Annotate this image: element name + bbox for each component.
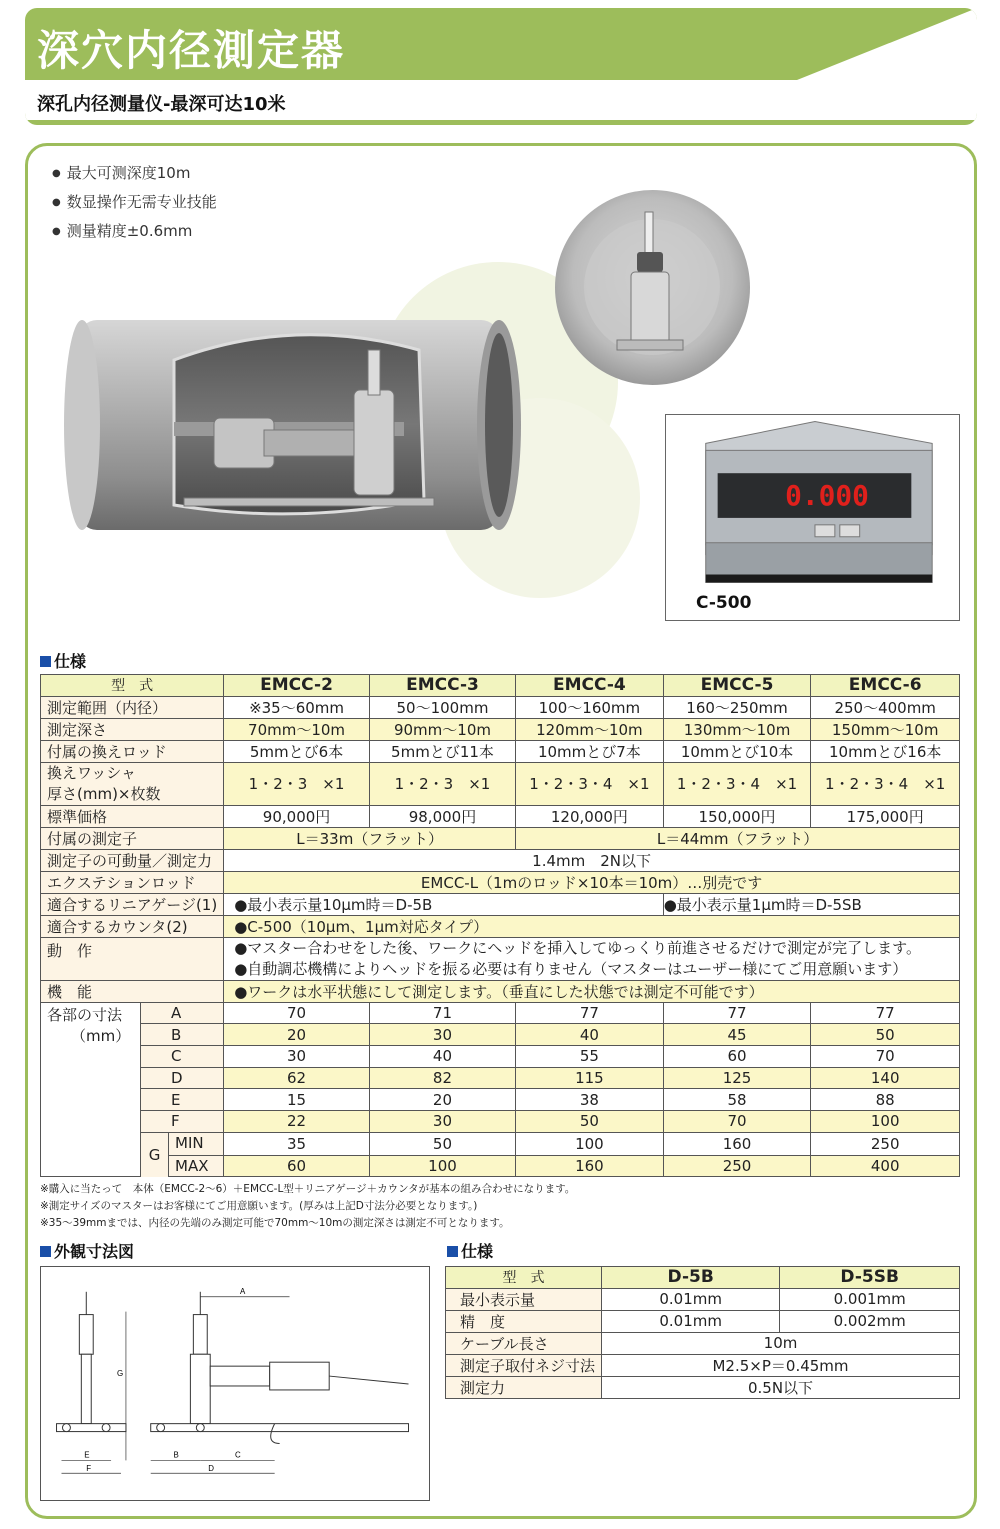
section-marker-icon bbox=[447, 1246, 458, 1257]
table-row: 最小表示量 0.01mm 0.001mm bbox=[446, 1288, 960, 1310]
table-row: 付属の測定子 L＝33m（フラット） L＝44mm（フラット） bbox=[41, 827, 960, 849]
header-banner bbox=[25, 8, 977, 125]
table-row: 換えワッシャ 厚さ(mm)×枚数 1・2・3 ×1 1・2・3 ×1 1・2・3・4 ×1 1・2・3・4 ×1 1・2・3・4 ×1 bbox=[41, 762, 960, 805]
table-row: 適合するリニアゲージ(1) ●最小表示量10μm時＝D-5B ●最小表示量1μm時＝D-5SB bbox=[41, 893, 960, 915]
banner-decoration bbox=[797, 8, 977, 80]
footnote: ※測定サイズのマスターはお客様にてご用意願います。(厚みは上記D寸法分必要となります。) bbox=[40, 1200, 478, 1212]
pipe-gauge-illustration bbox=[64, 320, 524, 530]
table-row: MAX 60 100 160 250 400 bbox=[41, 1155, 960, 1177]
table-row: 各部の寸法 （mm） A 70 71 77 77 77 bbox=[41, 1002, 960, 1024]
dim-label-g: G bbox=[117, 1369, 124, 1379]
table-row: B 20 30 40 45 50 bbox=[41, 1024, 960, 1046]
table-row: エクステションロッド EMCC-L（1mのロッド×10本＝10m）…別売です bbox=[41, 871, 960, 893]
counter-illustration bbox=[666, 415, 959, 590]
table-row: 付属の換えロッド 5mmとび6本 5mmとび11本 10mmとび7本 10mmとび10本 10mmとび16本 bbox=[41, 740, 960, 762]
spec-table bbox=[40, 674, 960, 1177]
table-header-row: 型 式 D-5B D-5SB bbox=[446, 1267, 960, 1289]
counter-readout: 0.000 bbox=[785, 478, 869, 512]
counter-product-box bbox=[665, 414, 960, 621]
section-marker-icon bbox=[40, 1246, 51, 1257]
table-row: 測定子取付ネジ寸法 M2.5×P＝0.45mm bbox=[446, 1354, 960, 1376]
dim-label-c: C bbox=[235, 1450, 241, 1460]
dimension-heading: 外観寸法図 bbox=[40, 1239, 134, 1262]
table-header-row: 型 式 EMCC-2 EMCC-3 EMCC-4 EMCC-5 EMCC-6 bbox=[41, 675, 960, 697]
table-row: D 62 82 115 125 140 bbox=[41, 1067, 960, 1089]
table-row: 測定深さ 70mm〜10m 90mm〜10m 120mm〜10m 130mm〜10m 150mm〜10m bbox=[41, 718, 960, 740]
dim-label-a: A bbox=[239, 1286, 246, 1296]
table-row: 動 作 ●マスター合わせをした後、ワークにヘッドを挿入してゆっくり前進させるだけで測定が完了します。 ●自動調芯機構によりヘッドを振る必要は有りません（マスターはユーザー様にてご用意願います） bbox=[41, 937, 960, 980]
table-row: 精 度 0.01mm 0.002mm bbox=[446, 1310, 960, 1332]
probe-head-photo bbox=[555, 190, 750, 385]
feature-item: ● 最大可测深度10m bbox=[52, 162, 217, 191]
table-row: 測定子の可動量／測定力 1.4mm 2N以下 bbox=[41, 849, 960, 871]
footnote: ※購入に当たって 本体（EMCC-2〜6）＋EMCC-L型＋リニアゲージ＋カウンタが基本の組み合わせになります。 bbox=[40, 1183, 576, 1195]
counter-label: C-500 bbox=[696, 593, 752, 613]
table-row: E 15 20 38 58 88 bbox=[41, 1089, 960, 1111]
dimension-drawing bbox=[40, 1266, 430, 1501]
dim-label-d: D bbox=[208, 1464, 214, 1474]
footnotes bbox=[40, 1181, 575, 1232]
spec2-heading: 仕様 bbox=[447, 1239, 493, 1262]
dim-label-e: E bbox=[84, 1450, 90, 1460]
section-marker-icon bbox=[40, 656, 51, 667]
table-row: 適合するカウンタ(2) ●C-500（10μm、1μm対応タイプ） bbox=[41, 915, 960, 937]
spec-heading: 仕様 bbox=[40, 649, 86, 672]
footnote: ※35〜39mmまでは、内径の先端のみ測定可能で70mm〜10mの測定深さは測定不可となります。 bbox=[40, 1217, 510, 1229]
table-row: 標準価格 90,000円 98,000円 120,000円 150,000円 175,000円 bbox=[41, 805, 960, 827]
table-row: 機 能 ●ワークは水平状態にして測定します。（垂直にした状態では測定不可能です） bbox=[41, 980, 960, 1002]
dimension-diagram bbox=[41, 1267, 429, 1500]
dim-label-f: F bbox=[86, 1464, 92, 1474]
table-row: G MIN 35 50 100 160 250 bbox=[41, 1132, 960, 1155]
table-row: ケーブル長さ 10m bbox=[446, 1332, 960, 1354]
table-row: 測定範囲（内径） ※35〜60mm 50〜100mm 100〜160mm 160〜250mm 250〜400mm bbox=[41, 696, 960, 718]
dim-label-b: B bbox=[173, 1450, 179, 1460]
spec2-table bbox=[445, 1266, 960, 1399]
page-title: 深穴内径測定器 bbox=[37, 26, 346, 75]
table-row: C 30 40 55 60 70 bbox=[41, 1046, 960, 1068]
table-row: F 22 30 50 70 100 bbox=[41, 1111, 960, 1133]
feature-list bbox=[52, 162, 217, 249]
table-row: 測定力 0.5N以下 bbox=[446, 1376, 960, 1398]
page-subtitle: 深孔内径测量仪-最深可达10米 bbox=[37, 94, 286, 115]
feature-item: ● 数显操作无需专业技能 bbox=[52, 191, 217, 220]
feature-item: ● 测量精度±0.6mm bbox=[52, 220, 217, 249]
